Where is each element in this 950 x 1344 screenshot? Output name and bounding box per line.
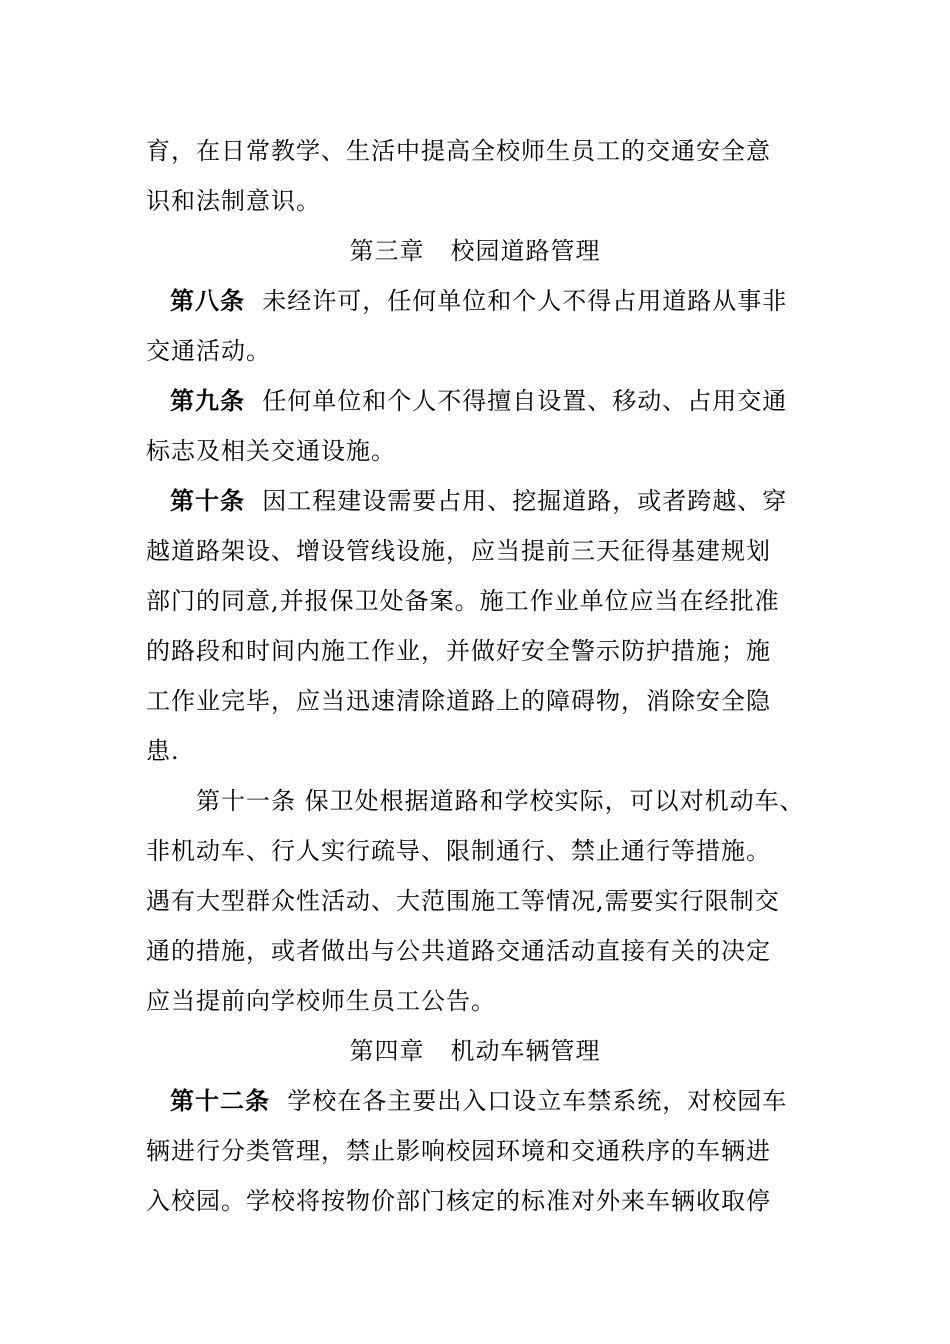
article-9-line-2: 标志及相关交通设施。 (146, 437, 396, 465)
article-12-line-2: 辆进行分类管理，禁止影响校园环境和交通秩序的车辆进 (146, 1137, 771, 1165)
article-11-line-2: 非机动车、行人实行疏导、限制通行、禁止通行等措施。 (146, 837, 771, 865)
article-11-line-4: 通的措施，或者做出与公共道路交通活动直接有关的决定 (146, 937, 771, 965)
article-12-line-1 (170, 1086, 787, 1116)
article-10-line-6: 患. (146, 737, 180, 765)
chapter-4-title: 机动车辆管理 (450, 1037, 601, 1065)
article-10-line-2: 越道路架设、增设管线设施，应当提前三天征得基建规划 (146, 537, 771, 565)
article-8-text-1: 未经许可，任何单位和个人不得占用道路从事非 (262, 287, 788, 315)
article-10-line-5: 工作业完毕，应当迅速清除道路上的障碍物，消除安全隐 (146, 687, 771, 715)
chapter-3-heading (0, 236, 950, 266)
article-11-line-5: 应当提前向学校师生员工公告。 (146, 987, 496, 1015)
chapter-4-heading (0, 1036, 950, 1066)
article-10-line-1 (170, 486, 787, 516)
article-12-text-1: 学校在各主要出入口设立车禁系统，对校园车 (287, 1087, 788, 1115)
article-9-label: 第九条 (170, 387, 245, 415)
article-10-line-4: 的路段和时间内施工作业，并做好安全警示防护措施；施 (146, 637, 771, 665)
chapter-4-number: 第四章 (349, 1037, 425, 1065)
continuation-line-2: 识和法制意识。 (146, 187, 321, 215)
article-8-label: 第八条 (170, 287, 245, 315)
article-11-label: 第十一条 (196, 787, 296, 815)
article-11-line-3: 遇有大型群众性活动、大范围施工等情况,需要实行限制交 (146, 887, 780, 915)
article-8-line-2: 交通活动。 (146, 337, 271, 365)
article-12-line-3: 入校园。学校将按物价部门核定的标准对外来车辆收取停 (146, 1187, 771, 1215)
chapter-3-title: 校园道路管理 (450, 237, 601, 265)
article-10-text-1: 因工程建设需要占用、挖掘道路，或者跨越、穿 (262, 487, 788, 515)
article-9-text-1: 任何单位和个人不得擅自设置、移动、占用交通 (262, 387, 788, 415)
article-11-text-1: 保卫处根据道路和学校实际，可以对机动车、 (304, 787, 805, 815)
article-11-line-1 (196, 786, 805, 816)
article-12-label: 第十二条 (170, 1087, 270, 1115)
chapter-3-number: 第三章 (349, 237, 425, 265)
article-10-label: 第十条 (170, 487, 245, 515)
article-10-line-3: 部门的同意,并报保卫处备案。施工作业单位应当在经批准 (146, 587, 780, 615)
article-8-line-1 (170, 286, 787, 316)
article-9-line-1 (170, 386, 787, 416)
continuation-line-1: 育，在日常教学、生活中提高全校师生员工的交通安全意 (146, 137, 771, 165)
